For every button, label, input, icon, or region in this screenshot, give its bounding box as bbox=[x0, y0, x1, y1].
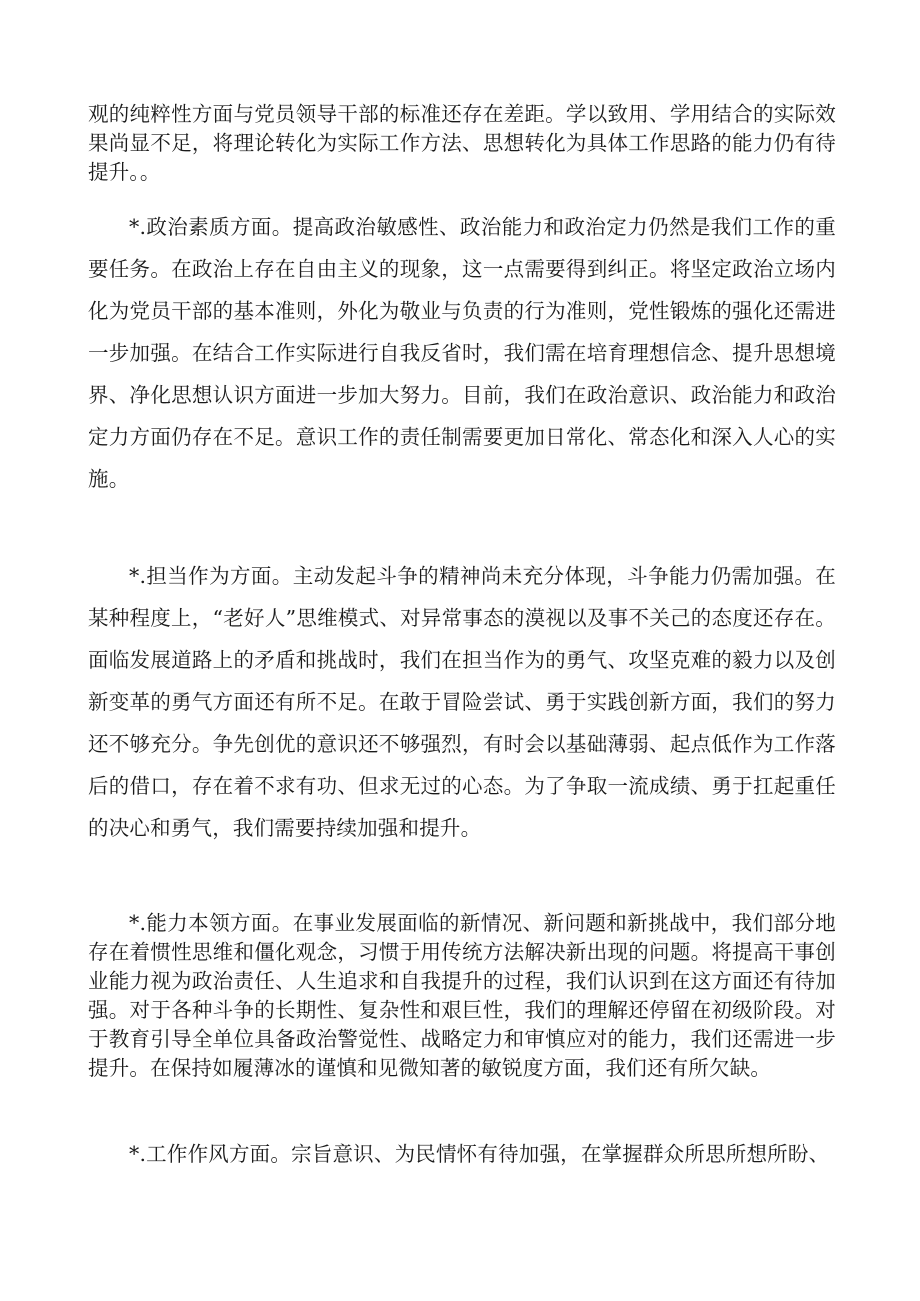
paragraph-political-quality: *.政治素质方面。提高政治敏感性、政治能力和政治定力仍然是我们工作的重要任务。在政治上存在自由主义的现象，这一点需要得到纠正。将坚定政治立场内化为党员干部的基本准则，外化为敬业与负责的行为准则，党性锻炼的强化还需进一步加强。在结合工作实际进行自我反省时，我们需在培育理想信念、提升思想境界、净化思想认识方面进一步加大努力。目前，我们在政治意识、政治能力和政治定力方面仍存在不足。意识工作的责任制需要更加日常化、常态化和深入人心的实施。 bbox=[88, 215, 836, 491]
paragraph-responsibility-action: *.担当作为方面。主动发起斗争的精神尚未充分体现，斗争能力仍需加强。在某种程度上，“老好人”思维模式、对异常事态的漠视以及事不关己的态度还存在。面临发展道路上的矛盾和挑战时，我们在担当作为的勇气、攻坚克难的毅力以及创新变革的勇气方面还有所不足。在敢于冒险尝试、勇于实践创新方面，我们的努力还不够充分。争先创优的意识还不够强烈，有时会以基础薄弱、起点低作为工作落后的借口，存在着不求有功、但求无过的心态。为了争取一流成绩、勇于扛起重任的决心和勇气，我们需要持续加强和提升。 bbox=[88, 564, 836, 840]
paragraph-work-style: *.工作作风方面。宗旨意识、为民情怀有待加强，在掌握群众所思所想所盼、 bbox=[129, 1142, 830, 1166]
paragraph-ability-skills: *.能力本领方面。在事业发展面临的新情况、新问题和新挑战中，我们部分地存在着惯性思维和僵化观念，习惯于用传统方法解决新出现的问题。将提高干事创业能力视为政治责任、人生追求和自我提升的过程，我们认识到在这方面还有待加强。对于各种斗争的长期性、复杂性和艰巨性，我们的理解还停留在初级阶段。对于教育引导全单位具备政治警觉性、战略定力和审慎应对的能力，我们还需进一步提升。在保持如履薄冰的谨慎和见微知著的敏锐度方面，我们还有所欠缺。 bbox=[88, 911, 836, 1080]
paragraph-continuation: 观的纯粹性方面与党员领导干部的标准还存在差距。学以致用、学用结合的实际效果尚显不足，将理论转化为实际工作方法、思想转化为具体工作思路的能力仍有待提升。。 bbox=[88, 102, 836, 184]
